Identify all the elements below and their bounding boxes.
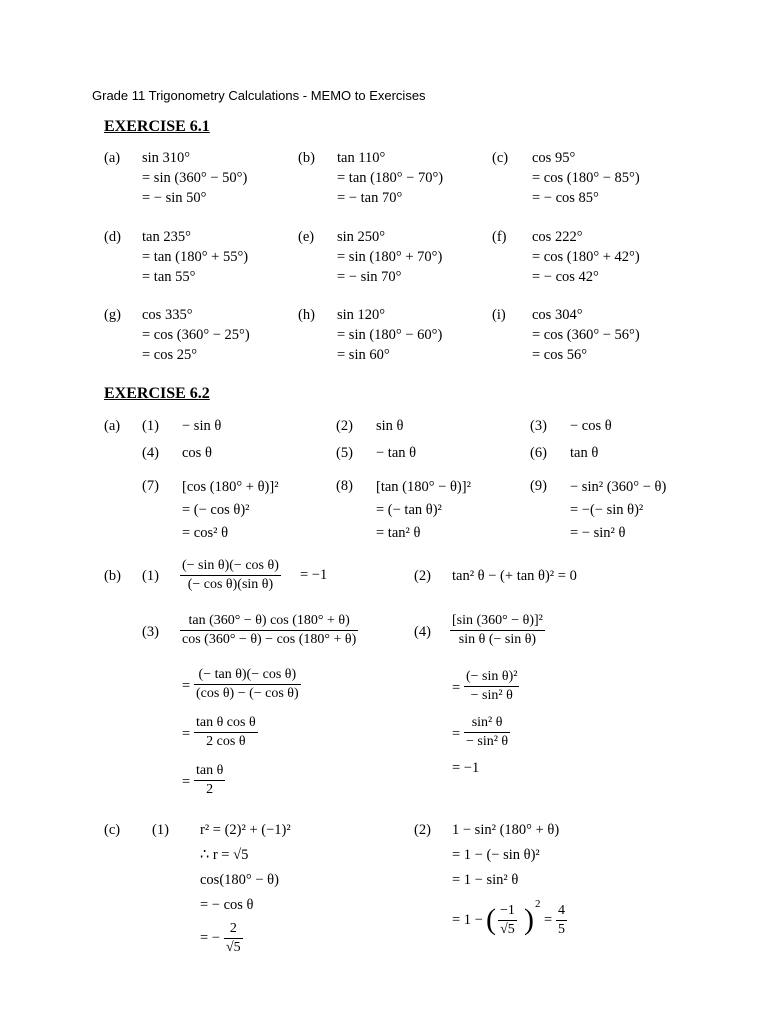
fraction-numerator: (− tan θ)(− cos θ) bbox=[194, 666, 301, 685]
solution-line: = tan² θ bbox=[376, 525, 421, 541]
solution-line: = − sin 70° bbox=[337, 269, 402, 285]
item-solution: − cos θ bbox=[570, 418, 612, 434]
fraction-denominator: 2 bbox=[206, 782, 214, 797]
item-solution bbox=[200, 818, 291, 918]
solution-line: = cos 56° bbox=[532, 347, 588, 363]
solution-line: = tan (180° − 70°) bbox=[337, 170, 444, 186]
fraction-numerator: 2 bbox=[224, 920, 243, 939]
exercise-6-2-heading: EXERCISE 6.2 bbox=[104, 385, 210, 402]
fraction-denominator: 5 bbox=[558, 922, 565, 937]
solution-line: = cos (360° − 25°) bbox=[142, 327, 250, 343]
item-label: (g) bbox=[104, 307, 121, 323]
solution-line: = cos (360° − 56°) bbox=[532, 327, 640, 343]
item-label: (e) bbox=[298, 229, 315, 245]
item-label: (5) bbox=[336, 445, 353, 461]
equals-sign: = bbox=[182, 726, 191, 742]
solution-line: = sin (360° − 50°) bbox=[142, 170, 248, 186]
solution-line: = cos (180° + 42°) bbox=[532, 249, 640, 265]
item-solution bbox=[452, 818, 559, 893]
solution-line: = − tan 70° bbox=[337, 190, 403, 206]
item-solution: tan² θ − (+ tan θ)² = 0 bbox=[452, 568, 577, 584]
solution-line: = − sin² θ bbox=[570, 525, 626, 541]
solution-line: sin 120° bbox=[337, 307, 386, 323]
fraction-denominator: (− cos θ)(sin θ) bbox=[187, 577, 274, 592]
fraction-denominator: sin θ (− sin θ) bbox=[458, 632, 537, 647]
item-solution bbox=[182, 476, 279, 545]
paren-open: ( bbox=[486, 903, 496, 936]
item-label: (2) bbox=[414, 822, 431, 838]
fraction bbox=[556, 902, 567, 939]
item-label: (4) bbox=[142, 445, 159, 461]
item-solution bbox=[337, 305, 442, 365]
fraction-numerator: sin² θ bbox=[464, 714, 510, 733]
solution-line: = − sin 50° bbox=[142, 190, 207, 206]
solution-line: = cos² θ bbox=[182, 525, 229, 541]
equation-result: = −1 bbox=[452, 760, 480, 776]
item-solution: − sin θ bbox=[182, 418, 222, 434]
solution-line: = (− tan θ)² bbox=[376, 502, 442, 518]
item-label: (8) bbox=[336, 478, 353, 494]
solution-line: = −(− sin θ)² bbox=[570, 502, 644, 518]
item-label: (b) bbox=[298, 150, 315, 166]
fraction-numerator: tan θ cos θ bbox=[194, 714, 258, 733]
fraction-numerator: (− sin θ)(− cos θ) bbox=[180, 557, 281, 576]
solution-line: cos 95° bbox=[532, 150, 576, 166]
fraction bbox=[194, 762, 225, 799]
solution-line: r² = (2)² + (−1)² bbox=[200, 822, 291, 838]
solution-line: = cos 25° bbox=[142, 347, 198, 363]
fraction-denominator: − sin² θ bbox=[466, 734, 509, 749]
equals-sign: = bbox=[452, 726, 461, 742]
item-label: (1) bbox=[142, 418, 159, 434]
item-label: (3) bbox=[142, 624, 159, 640]
document-title: Grade 11 Trigonometry Calculations - MEMO to Exercises bbox=[92, 88, 426, 103]
item-label: (f) bbox=[492, 229, 507, 245]
item-label: (i) bbox=[492, 307, 506, 323]
fraction bbox=[194, 714, 258, 751]
solution-line: [tan (180° − θ)]² bbox=[376, 479, 471, 495]
solution-line: tan 110° bbox=[337, 150, 386, 166]
fraction bbox=[464, 668, 519, 705]
solution-line: = − cos θ bbox=[200, 897, 254, 913]
solution-line: = sin (180° + 70°) bbox=[337, 249, 443, 265]
solution-line: = sin (180° − 60°) bbox=[337, 327, 443, 343]
fraction-numerator: tan (360° − θ) cos (180° + θ) bbox=[180, 612, 358, 631]
item-label: (4) bbox=[414, 624, 431, 640]
item-solution bbox=[532, 148, 640, 208]
item-solution bbox=[142, 305, 250, 365]
item-solution bbox=[570, 476, 666, 545]
fraction-numerator: tan θ bbox=[194, 762, 225, 781]
solution-line: [cos (180° + θ)]² bbox=[182, 479, 279, 495]
solution-line: cos(180° − θ) bbox=[200, 872, 279, 888]
fraction-denominator: (cos θ) − (− cos θ) bbox=[196, 686, 299, 701]
solution-line: = − cos 85° bbox=[532, 190, 599, 206]
item-solution: cos θ bbox=[182, 445, 212, 461]
solution-line: = tan 55° bbox=[142, 269, 196, 285]
part-b-label: (b) bbox=[104, 568, 121, 584]
fraction-numerator: [sin (360° − θ)]² bbox=[450, 612, 545, 631]
fraction-numerator: 4 bbox=[556, 902, 567, 921]
solution-line: = sin 60° bbox=[337, 347, 390, 363]
equals-sign: = bbox=[182, 678, 191, 694]
fraction bbox=[180, 557, 281, 594]
item-label: (h) bbox=[298, 307, 315, 323]
item-solution bbox=[532, 305, 640, 365]
fraction bbox=[498, 902, 517, 939]
item-label: (2) bbox=[414, 568, 431, 584]
item-label: (d) bbox=[104, 229, 121, 245]
fraction-denominator: √5 bbox=[500, 922, 515, 937]
exercise-6-1-heading: EXERCISE 6.1 bbox=[104, 118, 210, 135]
fraction bbox=[194, 666, 301, 703]
exponent: 2 bbox=[535, 898, 541, 910]
solution-line: = 1 − (− sin θ)² bbox=[452, 847, 540, 863]
part-c-label: (c) bbox=[104, 822, 121, 838]
solution-line: cos 335° bbox=[142, 307, 193, 323]
equals-sign: = bbox=[544, 912, 553, 928]
equals-sign: = bbox=[452, 680, 461, 696]
solution-line: − sin² (360° − θ) bbox=[570, 479, 667, 495]
item-label: (6) bbox=[530, 445, 547, 461]
solution-line: cos 304° bbox=[532, 307, 583, 323]
equals-sign: = bbox=[182, 774, 191, 790]
fraction bbox=[180, 612, 358, 649]
fraction bbox=[224, 920, 243, 957]
item-solution bbox=[142, 227, 248, 287]
fraction-denominator: − sin² θ bbox=[470, 688, 513, 703]
fraction-numerator: (− sin θ)² bbox=[464, 668, 519, 687]
item-label: (1) bbox=[152, 822, 169, 838]
item-solution: sin θ bbox=[376, 418, 404, 434]
solution-line: sin 250° bbox=[337, 229, 386, 245]
fraction bbox=[450, 612, 545, 649]
item-label: (3) bbox=[530, 418, 547, 434]
solution-line: = 1 − sin² θ bbox=[452, 872, 519, 888]
solution-line: 1 − sin² (180° + θ) bbox=[452, 822, 560, 838]
item-label: (c) bbox=[492, 150, 509, 166]
solution-line: sin 310° bbox=[142, 150, 191, 166]
item-label: (a) bbox=[104, 150, 121, 166]
solution-line: = − cos 42° bbox=[532, 269, 599, 285]
solution-line: tan 235° bbox=[142, 229, 191, 245]
solution-line: ∴ r = √5 bbox=[200, 847, 249, 863]
item-solution bbox=[337, 227, 442, 287]
item-solution bbox=[142, 148, 247, 208]
fraction-denominator: cos (360° − θ) − cos (180° + θ) bbox=[182, 632, 357, 647]
item-solution: tan θ bbox=[570, 445, 599, 461]
fraction-denominator: 2 cos θ bbox=[206, 734, 246, 749]
item-label: (7) bbox=[142, 478, 159, 494]
part-a-label: (a) bbox=[104, 418, 121, 434]
equals-minus: = − bbox=[200, 930, 220, 946]
solution-line: = tan (180° + 55°) bbox=[142, 249, 249, 265]
solution-line: = (− cos θ)² bbox=[182, 502, 250, 518]
item-solution: − tan θ bbox=[376, 445, 417, 461]
equation-result: = −1 bbox=[300, 567, 328, 583]
item-label: (2) bbox=[336, 418, 353, 434]
item-label: (9) bbox=[530, 478, 547, 494]
item-solution bbox=[376, 476, 471, 545]
item-label: (1) bbox=[142, 568, 159, 584]
solution-line: cos 222° bbox=[532, 229, 583, 245]
item-solution bbox=[337, 148, 443, 208]
fraction bbox=[464, 714, 510, 751]
equals-one-minus: = 1 − bbox=[452, 912, 483, 928]
fraction-denominator: √5 bbox=[226, 940, 241, 955]
solution-line: = cos (180° − 85°) bbox=[532, 170, 640, 186]
paren-close: ) bbox=[524, 903, 534, 936]
fraction-numerator: −1 bbox=[498, 902, 517, 921]
item-solution bbox=[532, 227, 640, 287]
